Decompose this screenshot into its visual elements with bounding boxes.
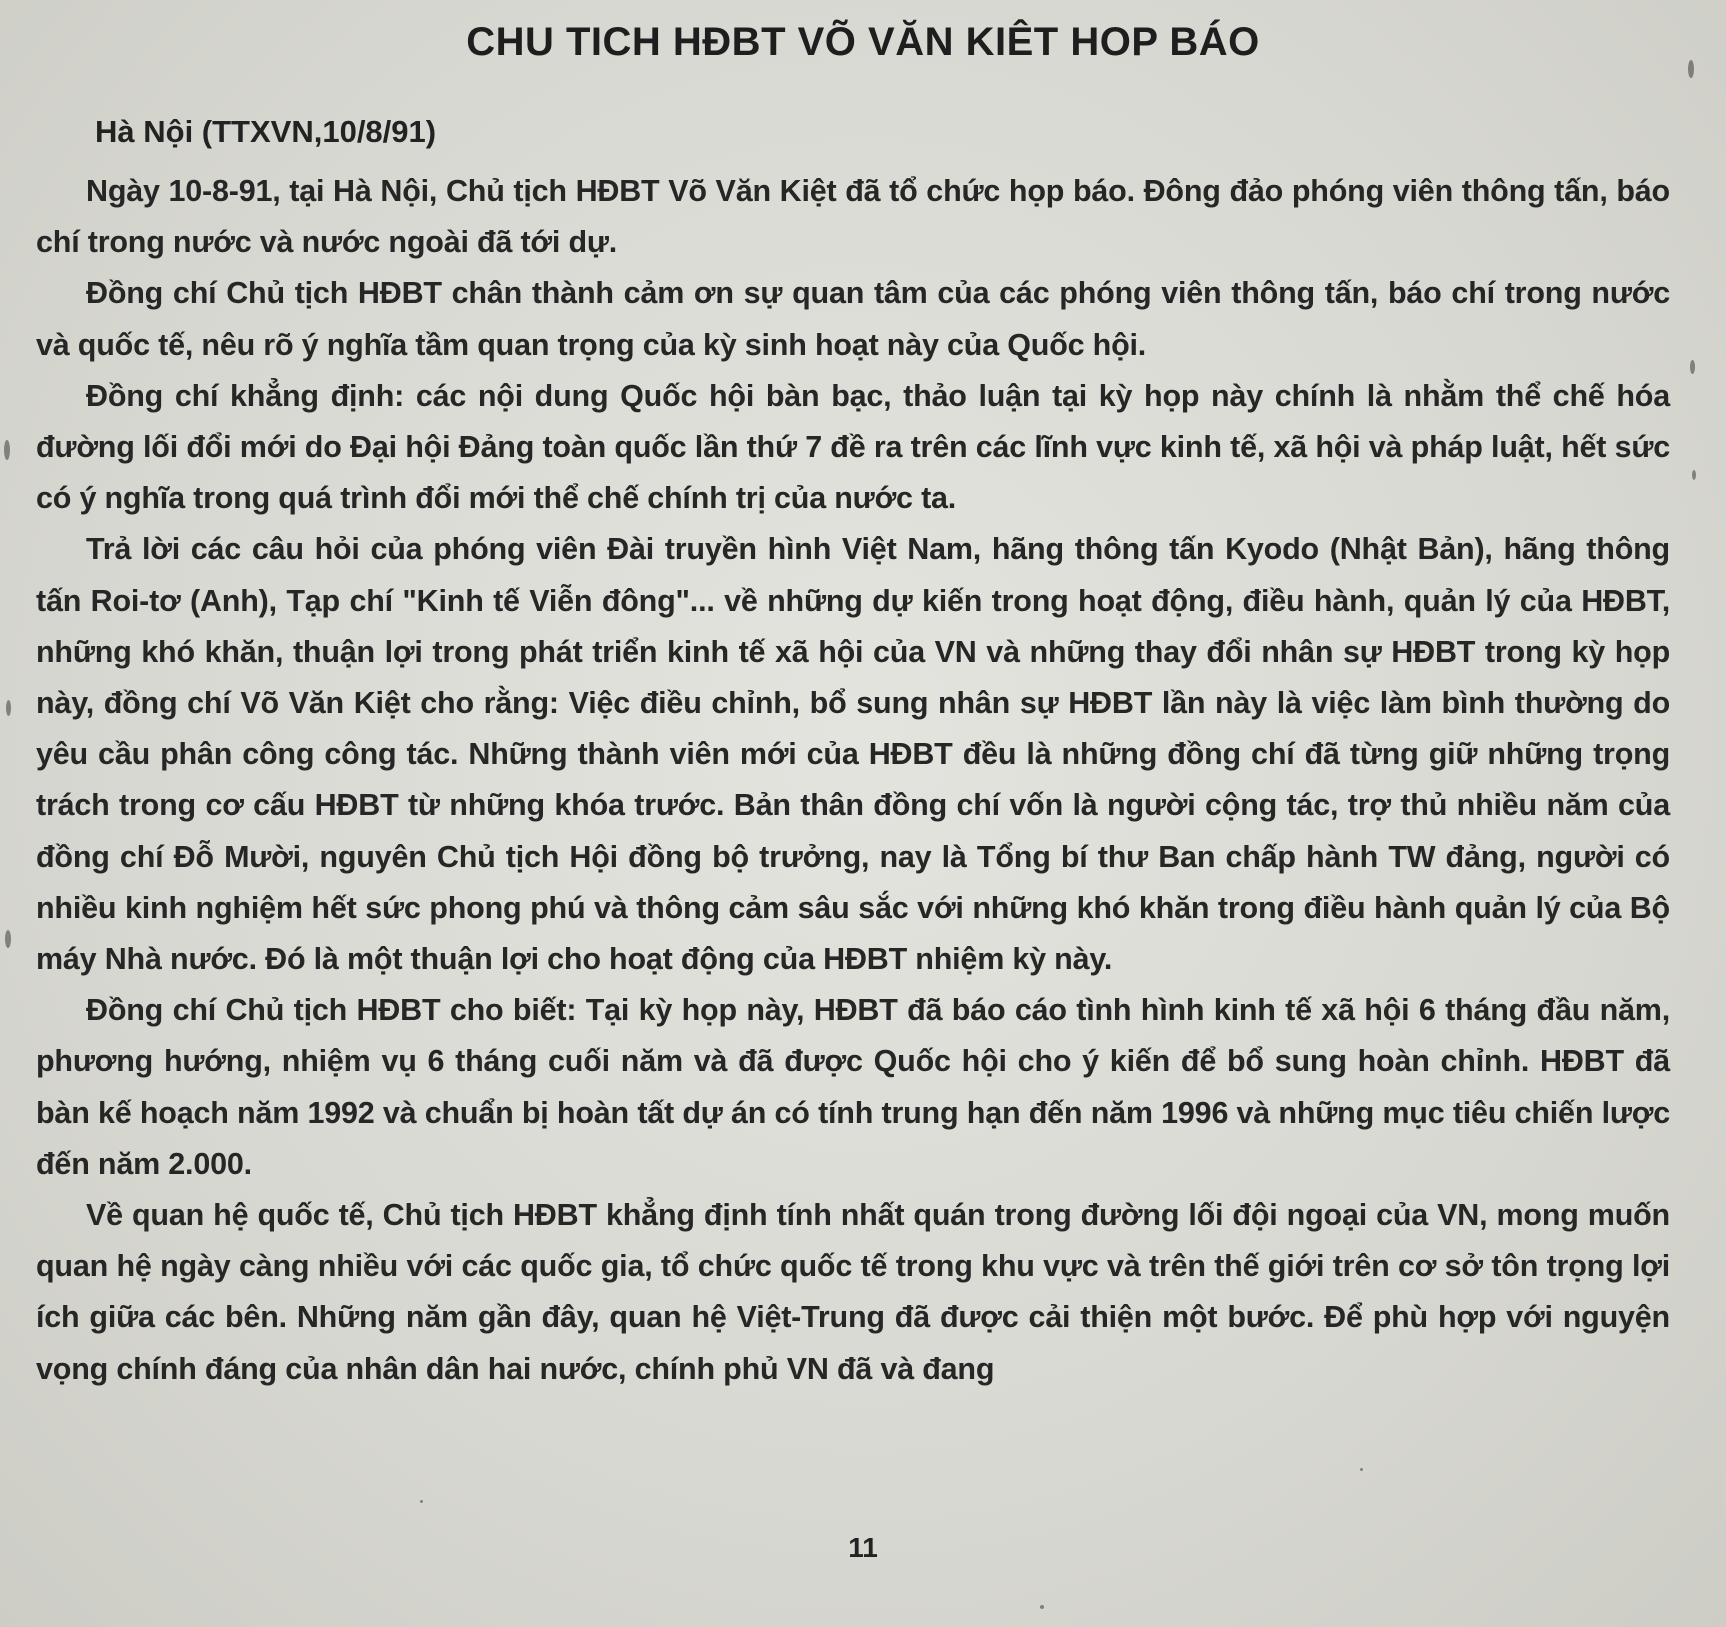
scan-speck bbox=[1690, 360, 1695, 374]
paragraph: Ngày 10-8-91, tại Hà Nội, Chủ tịch HĐBT Võ Văn Kiệt đã tổ chức họp báo. Đông đảo phóng viên thông tấn, báo chí trong nước và nước ngoài đã tới dự. bbox=[36, 174, 1670, 260]
article-body bbox=[36, 166, 1670, 1395]
scan-speck bbox=[420, 1500, 423, 1503]
paragraph: Về quan hệ quốc tế, Chủ tịch HĐBT khẳng định tính nhất quán trong đường lối đội ngoại của VN, mong muốn quan hệ ngày càng nhiều với các quốc gia, tổ chức quốc tế trong khu vực và trên thế giới trên cơ sở tôn trọng lợi ích giữa các bên. Những năm gần đây, quan hệ Việt-Trung đã được cải thiện một bước. Để phù hợp với nguyện vọng chính đáng của nhân dân hai nước, chính phủ VN đã và đang bbox=[36, 1198, 1670, 1386]
scan-speck bbox=[6, 700, 11, 716]
scan-speck bbox=[1692, 470, 1696, 480]
paragraph: Đồng chí Chủ tịch HĐBT cho biết: Tại kỳ họp này, HĐBT đã báo cáo tình hình kinh tế xã hội 6 tháng đầu năm, phương hướng, nhiệm vụ 6 tháng cuối năm và đã được Quốc hội cho ý kiến để bổ sung hoàn chỉnh. HĐBT đã bàn kế hoạch năm 1992 và chuẩn bị hoàn tất dự án có tính trung hạn đến năm 1996 và những mục tiêu chiến lược đến năm 2.000. bbox=[36, 993, 1670, 1181]
paragraph: Đồng chí Chủ tịch HĐBT chân thành cảm ơn sự quan tâm của các phóng viên thông tấn, báo chí trong nước và quốc tế, nêu rõ ý nghĩa tầm quan trọng của kỳ sinh hoạt này của Quốc hội. bbox=[36, 276, 1670, 362]
dateline: Hà Nội (TTXVN,10/8/91) bbox=[95, 114, 437, 149]
scan-speck bbox=[1360, 1468, 1363, 1471]
scan-speck bbox=[5, 930, 11, 948]
paragraph: Trả lời các câu hỏi của phóng viên Đài truyền hình Việt Nam, hãng thông tấn Kyodo (Nhật Bản), hãng thông tấn Roi-tơ (Anh), Tạp chí "Kinh tế Viễn đông"... về những dự kiến trong hoạt động, điều hành, quản lý của HĐBT, những khó khăn, thuận lợi trong phát triển kinh tế xã hội của VN và những thay đổi nhân sự HĐBT trong kỳ họp này, đồng chí Võ Văn Kiệt cho rằng: Việc điều chỉnh, bổ sung nhân sự HĐBT lần này là việc làm bình thường do yêu cầu phân công công tác. Những thành viên mới của HĐBT đều là những đồng chí đã từng giữ những trọng trách trong cơ cấu HĐBT từ những khóa trước. Bản thân đồng chí vốn là người cộng tác, trợ thủ nhiều năm của đồng chí Đỗ Mười, nguyên Chủ tịch Hội đồng bộ trưởng, nay là Tổng bí thư Ban chấp hành TW đảng, người có nhiều kinh nghiệm hết sức phong phú và thông cảm sâu sắc với những khó khăn trong điều hành quản lý của Bộ máy Nhà nước. Đó là một thuận lợi cho hoạt động của HĐBT nhiệm kỳ này. bbox=[36, 532, 1670, 977]
scan-speck bbox=[4, 440, 10, 460]
article-title: CHU TICH HĐBT VÕ VĂN KIÊT HOP BÁO bbox=[466, 20, 1260, 64]
scan-speck bbox=[1040, 1605, 1044, 1609]
page-number: 11 bbox=[848, 1532, 878, 1563]
paragraph: Đồng chí khẳng định: các nội dung Quốc hội bàn bạc, thảo luận tại kỳ họp này chính là nhằm thể chế hóa đường lối đổi mới do Đại hội Đảng toàn quốc lần thứ 7 đề ra trên các lĩnh vực kinh tế, xã hội và pháp luật, hết sức có ý nghĩa trong quá trình đổi mới thể chế chính trị của nước ta. bbox=[36, 378, 1670, 516]
